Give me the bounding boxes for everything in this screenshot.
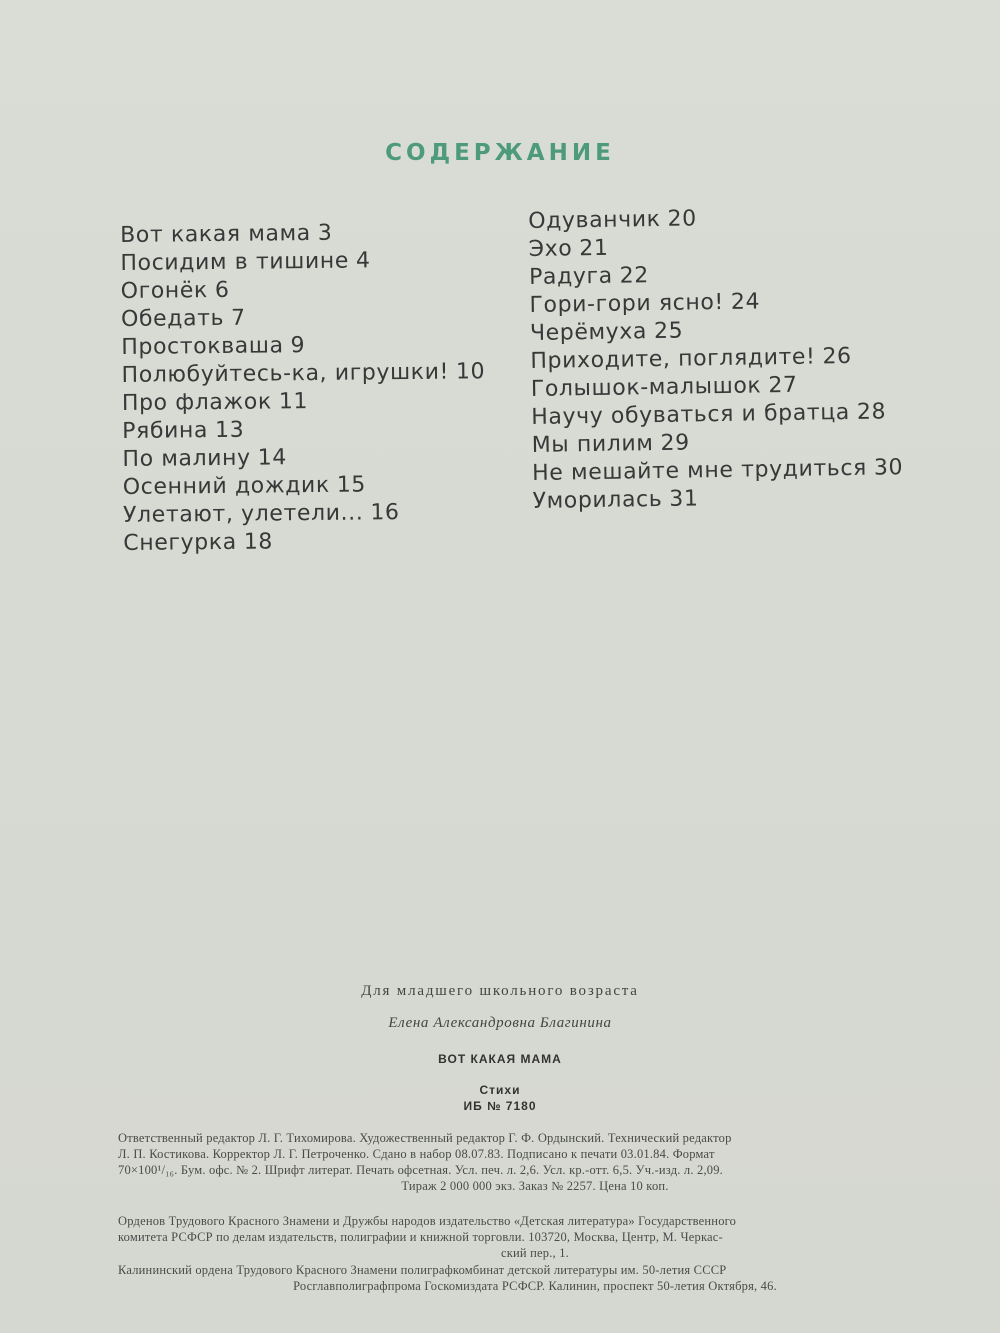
toc-item-label: Посидим в тишине [120, 248, 350, 276]
credits-line: Тираж 2 000 000 экз. Заказ № 2257. Цена 10 коп. [401, 1179, 669, 1193]
publisher-line: комитета РСФСР по делам издательств, полиграфии и книжной торговли. 103720, Москва, Центр, М. Черкас- [118, 1230, 723, 1244]
toc-item-label: Гори-гори ясно! [529, 289, 725, 318]
toc-item [531, 398, 902, 432]
book-title: ВОТ КАКАЯ МАМА [438, 1052, 562, 1066]
publisher-line: Орденов Трудового Красного Знамени и Дружбы народов издательство «Детская литература» Государственного [118, 1214, 737, 1228]
toc-item-page: 30 [873, 455, 904, 481]
toc-item-label: Осенний дождик [122, 472, 330, 500]
printer-line: Калининский ордена Трудового Красного Знамени полиграфкомбинат детской литературы им. 50-летия СССР [118, 1263, 727, 1277]
toc-item [120, 246, 484, 278]
toc-item [122, 442, 486, 474]
toc-item-page: 6 [214, 277, 230, 304]
printer-line: Росглавполиграфпрома Госкомиздата РСФСР. Калинин, проспект 50-летия Октября, 46. [293, 1279, 777, 1293]
toc-item-page: 21 [579, 235, 609, 262]
contents-title: СОДЕРЖАНИЕ [385, 140, 615, 166]
toc-left-column [120, 218, 487, 558]
toc-item-label: Черёмуха [529, 319, 648, 346]
toc-item-page: 26 [822, 343, 852, 370]
toc-item-page: 31 [669, 486, 699, 512]
toc-item-page: 13 [214, 417, 245, 444]
toc-item-page: 3 [317, 220, 333, 246]
toc-item-label: Мы пилим [531, 431, 654, 458]
toc-item-page: 16 [370, 500, 400, 526]
toc-item-label: Научу обуваться и братца [531, 399, 851, 430]
author-name: Елена Александровна Благинина [388, 1015, 612, 1031]
toc-item-page: 9 [290, 333, 306, 359]
toc-item-label: По малину [122, 445, 251, 472]
toc-item-page: 25 [653, 318, 684, 345]
toc-item-label: Голышок-малышок [530, 373, 762, 402]
toc-right-column [528, 202, 904, 516]
toc-item-label: Обедать [120, 305, 225, 332]
publisher-block [118, 1213, 952, 1261]
toc-item-label: Эхо [528, 236, 573, 262]
audience-note: Для младшего школьного возраста [361, 983, 639, 999]
toc-item [120, 218, 484, 250]
credits-line: Ответственный редактор Л. Г. Тихомирова. Художественный редактор Г. Ф. Ордынский. Технический редактор [118, 1131, 732, 1145]
toc-item-page: 22 [619, 263, 650, 289]
credits-block [118, 1130, 952, 1194]
toc-item-label: Огонёк [120, 278, 209, 304]
toc-item [532, 482, 903, 516]
toc-item-page: 7 [230, 305, 246, 331]
toc-item [121, 358, 485, 390]
toc-item-label: Рябина [122, 418, 209, 444]
toc-item [532, 454, 903, 488]
toc-item-label: Приходите, поглядите! [530, 344, 816, 374]
toc-item-page: 27 [768, 372, 798, 399]
credits-line: 70×100¹/₁₆. Бум. офс. № 2. Шрифт литерат. Печать офсетная. Усл. печ. л. 2,6. Усл. кр.-отт. 6,5. Уч.-изд. л. 2,09. [118, 1163, 724, 1177]
toc-item [122, 386, 486, 418]
toc-item-page: 10 [455, 359, 486, 385]
toc-item-page: 18 [243, 529, 274, 555]
toc-item-label: Улетают, улетели... [122, 500, 364, 528]
toc-item-label: Вот какая мама [120, 221, 311, 248]
toc-item-label: Простокваша [121, 333, 284, 360]
toc-item-page: 20 [667, 206, 697, 232]
toc-item [123, 498, 487, 530]
toc-item-label: Радуга [528, 263, 613, 290]
toc-item-label: Про флажок [121, 389, 272, 416]
credits-line: Л. П. Костикова. Корректор Л. Г. Петроченко. Сдано в набор 08.07.83. Подписано к печати 03.01.84. Формат [118, 1147, 715, 1161]
genre-label: Стихи [479, 1083, 521, 1097]
toc-item [121, 302, 485, 334]
toc-item-label: Одуванчик [528, 206, 661, 234]
toc-item-label: Полюбуйтесь-ка, игрушки! [121, 359, 450, 388]
publisher-line: ский пер., 1. [501, 1246, 569, 1260]
ib-number: ИБ № 7180 [463, 1099, 537, 1113]
toc-item-page: 4 [355, 248, 371, 274]
toc-item [123, 526, 487, 558]
toc-item [121, 330, 485, 362]
toc-item-label: Уморилась [532, 486, 663, 514]
toc-item [121, 274, 485, 306]
toc-item [123, 470, 487, 502]
toc-item-page: 29 [660, 430, 690, 456]
toc-item [530, 342, 901, 376]
toc-item-page: 28 [856, 399, 887, 425]
toc-item-page: 15 [336, 472, 367, 498]
printer-block [118, 1262, 952, 1294]
toc-item-page: 11 [278, 389, 309, 415]
toc-item-label: Не мешайте мне трудиться [531, 455, 868, 486]
toc-item-label: Снегурка [123, 529, 237, 556]
toc-item-page: 14 [257, 445, 288, 471]
toc-item [122, 414, 486, 446]
toc-item-page: 24 [730, 289, 761, 315]
